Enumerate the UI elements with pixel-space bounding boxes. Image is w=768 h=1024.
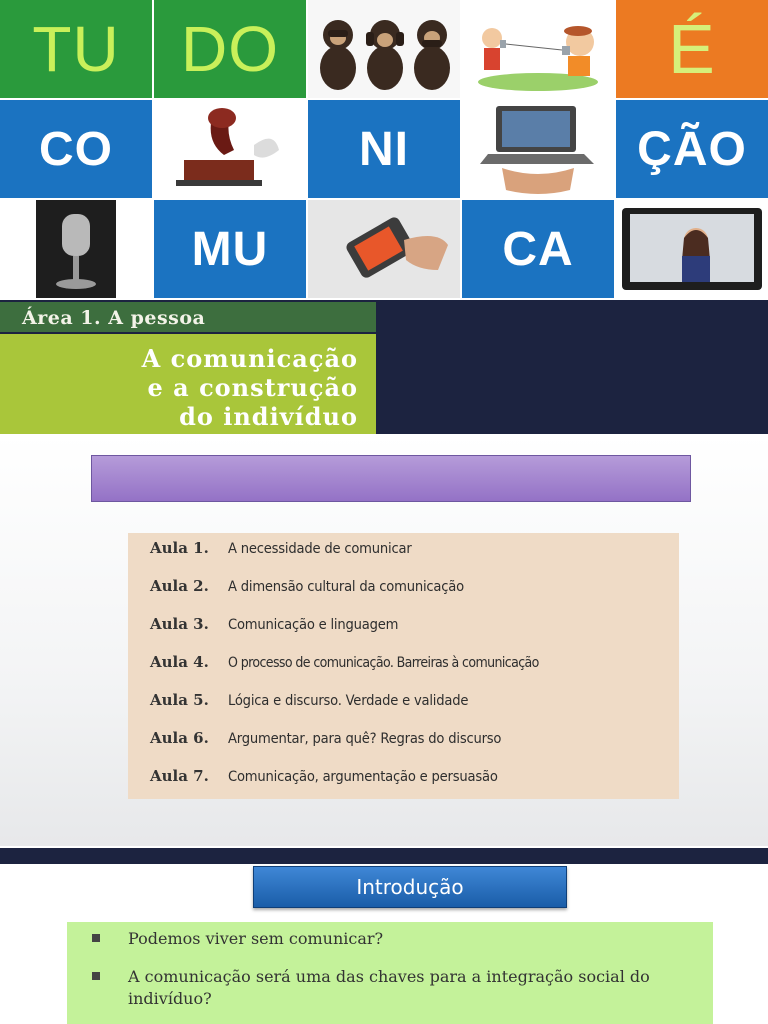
tile-text: TU: [32, 13, 120, 85]
laptop-icon: [462, 100, 614, 198]
lesson-title: Argumentar, para quê? Regras do discurso: [228, 730, 502, 747]
lesson-number: Aula 6.: [150, 729, 209, 747]
mobile-phone-image: [308, 200, 460, 298]
lesson-number: Aula 5.: [150, 691, 209, 709]
tile-text: DO: [181, 13, 279, 85]
question-text: Podemos viver sem comunicar?: [128, 929, 384, 948]
lesson-title: O processo de comunicação. Barreiras à comunicação: [228, 655, 539, 671]
tile-co: [0, 100, 152, 198]
tile-text: CA: [502, 222, 574, 276]
lesson-number: Aula 2.: [150, 577, 209, 595]
title-mosaic: [0, 0, 768, 300]
list-item: [150, 729, 501, 747]
tile-cao: [616, 100, 768, 198]
phone-icon: [308, 200, 460, 298]
list-item: [150, 767, 498, 785]
list-item: [92, 928, 688, 950]
chapter-title-line: e a construção: [147, 373, 358, 402]
tile-mu: [154, 200, 306, 298]
area-label: Área 1. A pessoa: [0, 302, 376, 332]
tv-reporter-image: [616, 200, 768, 298]
tile-do: [154, 0, 306, 98]
square-bullet-icon: [92, 934, 100, 942]
tile-tu: [0, 0, 152, 98]
lesson-title: Comunicação e linguagem: [228, 616, 399, 633]
lesson-title: A dimensão cultural da comunicação: [228, 578, 464, 595]
tile-ni: [308, 100, 460, 198]
tile-text: NI: [359, 122, 409, 176]
title-placeholder-bar: [91, 455, 691, 502]
three-monkeys-image: [308, 0, 460, 98]
introducao-button[interactable]: Introdução: [253, 866, 567, 908]
laptop-in-hand-image: [462, 100, 614, 198]
tile-ca: [462, 200, 614, 298]
monkeys-icon: [308, 0, 460, 98]
lesson-title: A necessidade de comunicar: [228, 540, 412, 557]
list-item: [150, 691, 468, 709]
chapter-title-line: A comunicação: [141, 344, 358, 373]
slide-divider: [0, 848, 768, 864]
microphone-image: [0, 200, 152, 298]
list-item: [150, 653, 539, 671]
lesson-number: Aula 1.: [150, 539, 209, 557]
lesson-number: Aula 7.: [150, 767, 209, 785]
list-item: [150, 615, 398, 633]
microphone-icon: [0, 200, 152, 298]
tin-can-phone-icon: [462, 0, 614, 98]
gramophone-icon: [154, 100, 306, 198]
tile-text: ÇÃO: [637, 122, 747, 176]
lesson-list: [128, 533, 679, 799]
chapter-title: [0, 334, 376, 434]
gramophone-image: [154, 100, 306, 198]
lesson-title: Lógica e discurso. Verdade e validade: [228, 692, 469, 709]
cartoon-communication-image: [462, 0, 614, 98]
tile-text: MU: [191, 222, 269, 276]
tile-text: É: [668, 10, 716, 88]
lesson-number: Aula 3.: [150, 615, 209, 633]
television-icon: [616, 200, 768, 298]
tile-e: [616, 0, 768, 98]
square-bullet-icon: [92, 972, 100, 980]
chapter-title-line: do indivíduo: [179, 402, 358, 431]
tile-text: CO: [39, 122, 113, 176]
lesson-number: Aula 4.: [150, 653, 209, 671]
list-item: [92, 966, 688, 1010]
list-item: [150, 577, 464, 595]
lesson-title: Comunicação, argumentação e persuasão: [228, 768, 498, 785]
list-item: [150, 539, 412, 557]
intro-question-list: [67, 922, 713, 1024]
question-text: A comunicação será uma das chaves para a integração social do indivíduo?: [128, 967, 650, 1008]
